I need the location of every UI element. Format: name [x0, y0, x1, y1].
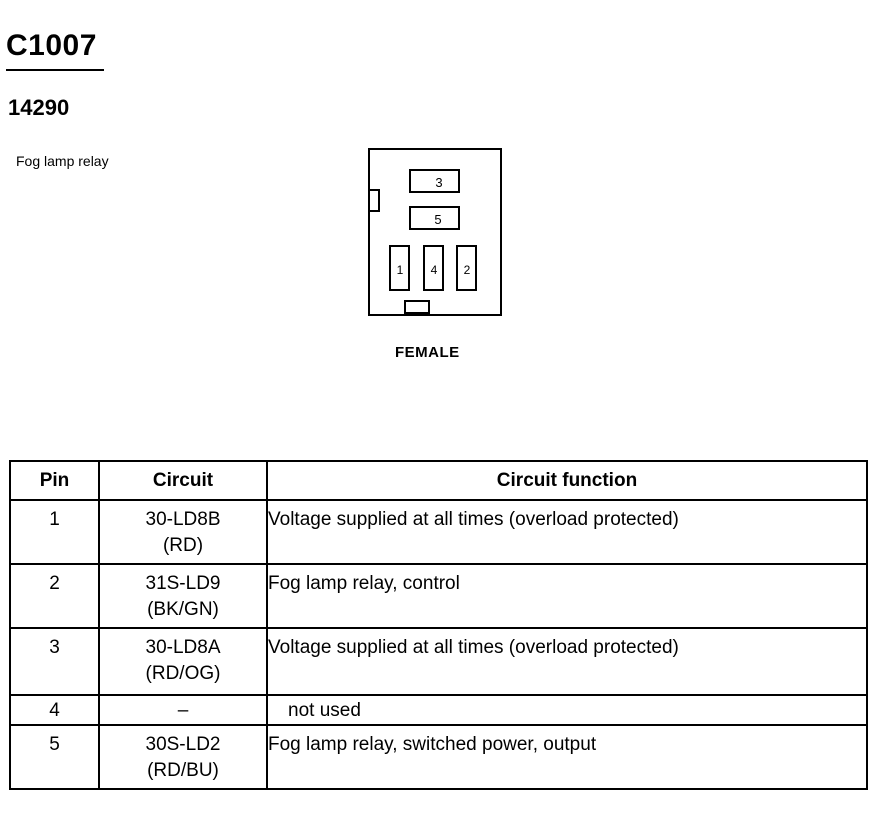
pin-cell: 4: [10, 695, 99, 725]
bottom-key: [405, 301, 429, 313]
table-row: [10, 564, 867, 628]
cavity-label: 5: [434, 212, 442, 227]
wire-color: (BK/GN): [147, 599, 219, 620]
function-cell: Voltage supplied at all times (overload protected): [267, 500, 867, 564]
connector-description: Fog lamp relay: [16, 153, 109, 169]
circuit-column-header: Circuit: [99, 461, 267, 500]
function-column-header: Circuit function: [267, 461, 867, 500]
table-row: [10, 725, 867, 789]
cavity-4: [424, 246, 443, 290]
cavity-label: 4: [430, 263, 438, 277]
cavity-2: [457, 246, 476, 290]
pin-cell: 2: [10, 564, 99, 628]
circuit-cell: [99, 725, 267, 789]
cavity-label: 2: [463, 263, 471, 277]
side-latch: [369, 190, 379, 211]
wire-color: (RD): [162, 535, 204, 556]
circuit-code: 30-LD8B: [145, 509, 221, 530]
circuit-cell: [99, 564, 267, 628]
pin-column-header: Pin: [10, 461, 99, 500]
cavity-5: [410, 207, 459, 229]
table-row: [10, 695, 867, 725]
table-header-row: [10, 461, 867, 500]
cavity-label: 1: [396, 263, 404, 277]
cavity-label: 3: [435, 175, 443, 190]
pin-cell: 1: [10, 500, 99, 564]
circuit-cell: [99, 695, 267, 725]
cavity-3: [410, 170, 459, 192]
part-number: 14290: [8, 95, 70, 120]
wire-color: (RD/BU): [147, 760, 219, 781]
function-cell: Voltage supplied at all times (overload protected): [267, 628, 867, 695]
wire-color: (RD/OG): [145, 663, 221, 684]
function-cell: not used: [267, 695, 867, 725]
view-label: FEMALE: [395, 344, 460, 361]
function-cell: Fog lamp relay, control: [267, 564, 867, 628]
circuit-code: 30S-LD2: [145, 734, 221, 755]
pinout-table: [9, 460, 868, 790]
circuit-code: –: [177, 700, 189, 721]
pin-cell: 5: [10, 725, 99, 789]
circuit-cell: [99, 500, 267, 564]
connector-id: C1007: [6, 29, 97, 62]
circuit-cell: [99, 628, 267, 695]
table-row: [10, 628, 867, 695]
table-row: [10, 500, 867, 564]
circuit-code: 30-LD8A: [145, 637, 221, 658]
pin-cell: 3: [10, 628, 99, 695]
function-cell: Fog lamp relay, switched power, output: [267, 725, 867, 789]
title-underline: [6, 69, 104, 71]
circuit-code: 31S-LD9: [145, 573, 221, 594]
connector-face-diagram: [366, 146, 504, 318]
cavity-1: [390, 246, 409, 290]
